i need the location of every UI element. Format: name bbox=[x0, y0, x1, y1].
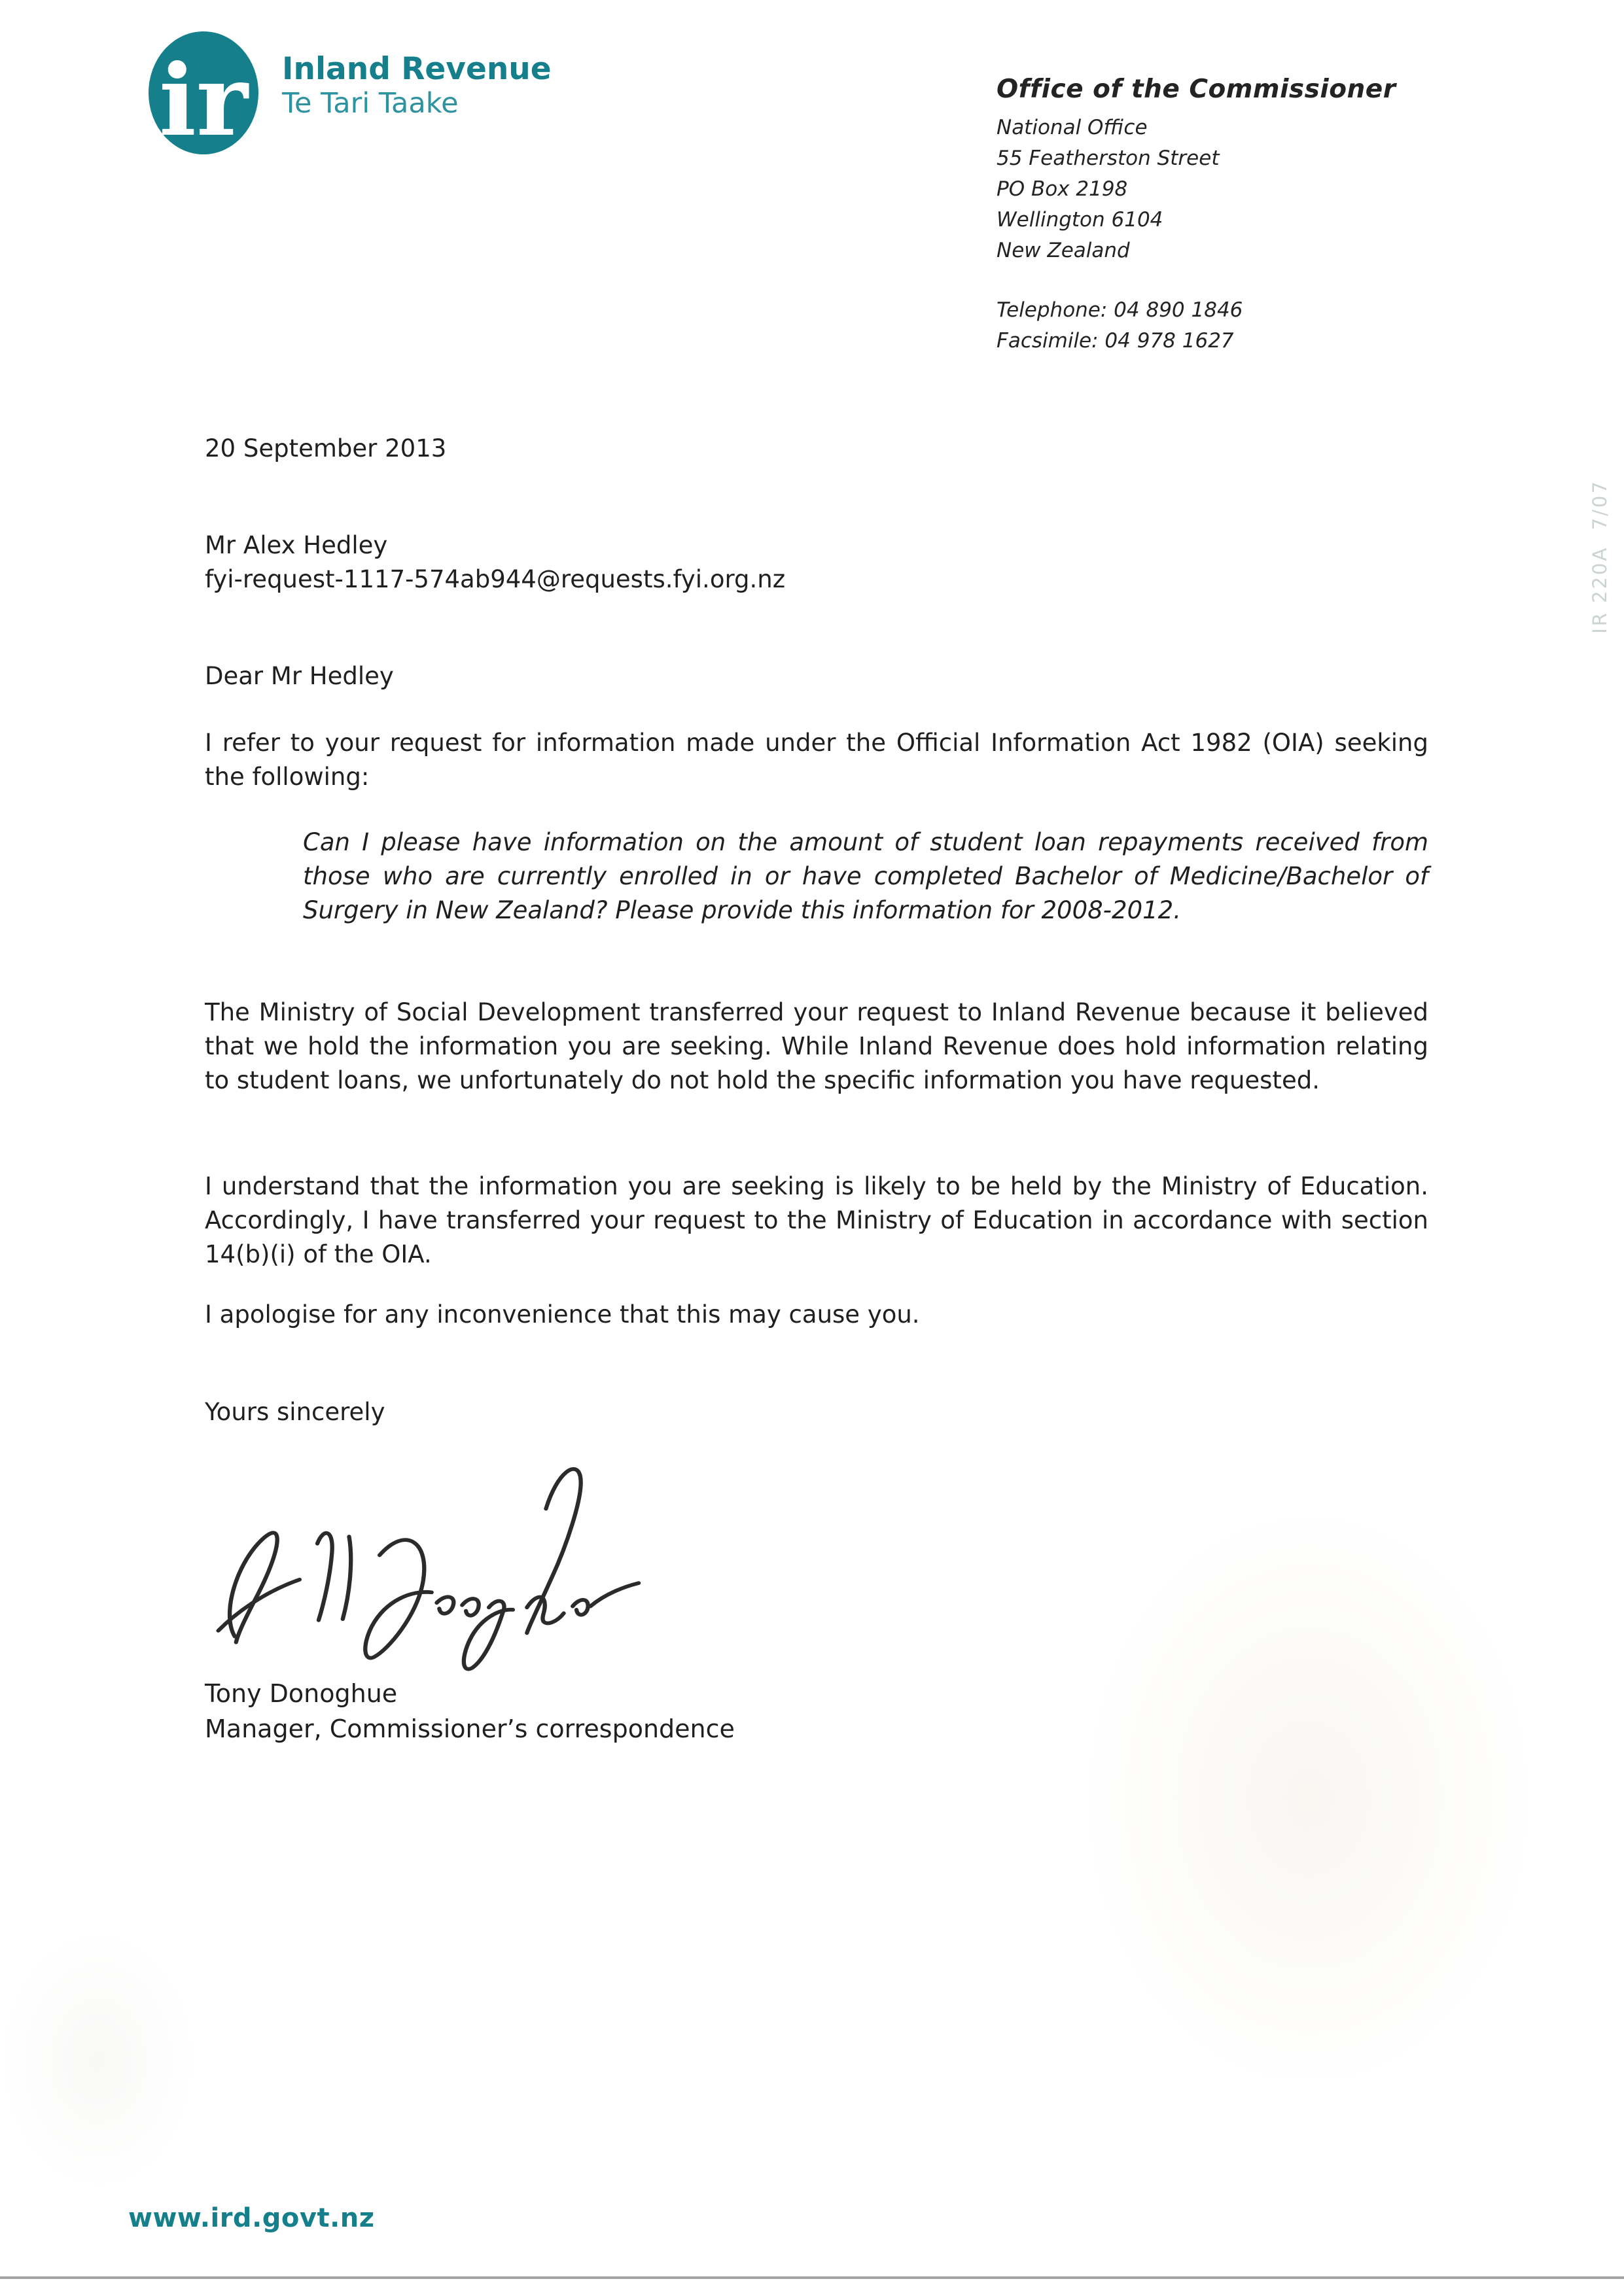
brand-name: Inland Revenue bbox=[282, 51, 552, 87]
svg-text:ir: ir bbox=[158, 43, 249, 154]
salutation: Dear Mr Hedley bbox=[205, 662, 394, 690]
address-line: PO Box 2198 bbox=[997, 177, 1128, 201]
signer-block bbox=[205, 1676, 735, 1747]
office-title: Office of the Commissioner bbox=[997, 75, 1396, 104]
body-paragraph-3: I understand that the information you are seeking is likely to be held by the Ministry of Education. Accordingly, I have transferred your request to the Ministry of Education in accordance with section 14(b)(i) of the OIA. bbox=[205, 1172, 1428, 1268]
body-paragraph-2: The Ministry of Social Development transferred your request to Inland Revenue because it believed that we hold the information you are seeking. While Inland Revenue does hold information relating to student loans, we unfortunately do not hold the specific information you have requested. bbox=[205, 998, 1428, 1094]
signer-name: Tony Donoghue bbox=[205, 1679, 398, 1708]
address-line: New Zealand bbox=[997, 239, 1130, 262]
recipient-name: Mr Alex Hedley bbox=[205, 531, 388, 559]
address-line: 55 Featherston Street bbox=[997, 147, 1220, 170]
signer-title: Manager, Commissioner’s correspondence bbox=[205, 1714, 735, 1743]
recipient-email: fyi-request-1117-574ab944@requests.fyi.org.nz bbox=[205, 565, 786, 593]
telephone-line: Telephone: 04 890 1846 bbox=[997, 298, 1243, 322]
address-line: National Office bbox=[997, 116, 1148, 139]
ird-logo-icon bbox=[149, 31, 258, 154]
letterhead bbox=[149, 31, 552, 154]
footer-website-url: www.ird.govt.nz bbox=[128, 2203, 375, 2233]
quoted-request: Can I please have information on the amount of student loan repayments received from those who are currently enrolled in or have completed Bachelor of Medicine/Bachelor of Surgery in New Zealand? Please provide this information for 2008-2012. bbox=[303, 828, 1428, 924]
body-paragraph-1: I refer to your request for information made under the Official Information Act 1982 (OIA) seeking the following: bbox=[205, 729, 1428, 791]
recipient-block bbox=[205, 529, 785, 597]
address-line: Wellington 6104 bbox=[997, 208, 1163, 232]
sender-address-block bbox=[997, 73, 1396, 357]
scan-artifact bbox=[0, 1930, 196, 2191]
facsimile-line: Facsimile: 04 978 1627 bbox=[997, 329, 1234, 353]
closing-line: Yours sincerely bbox=[205, 1398, 385, 1426]
brand-maori-name: Te Tari Taake bbox=[282, 86, 459, 120]
handwritten-signature bbox=[209, 1439, 641, 1671]
date-line: 20 September 2013 bbox=[205, 434, 447, 462]
scan-artifact bbox=[1080, 1505, 1538, 2093]
form-code-vertical: IR 220A 7/07 bbox=[1589, 479, 1611, 634]
bottom-rule bbox=[0, 2276, 1624, 2279]
body-paragraph-4: I apologise for any inconvenience that this may cause you. bbox=[205, 1300, 920, 1329]
